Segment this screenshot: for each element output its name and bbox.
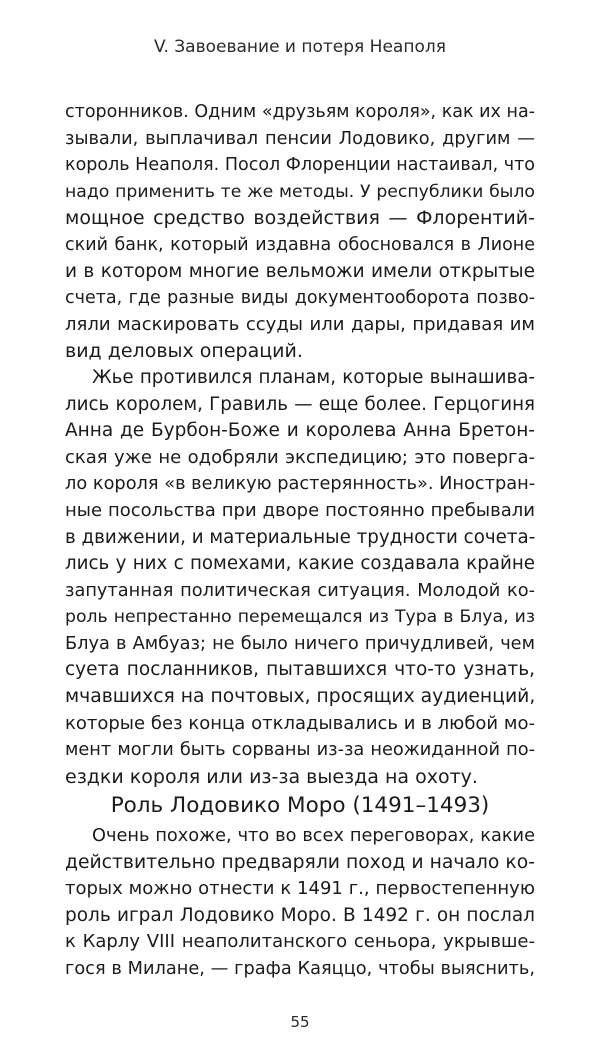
text-line: действительно предваряли поход и начало ко-	[65, 851, 535, 873]
paragraph	[65, 823, 535, 983]
text-line: гося в Милане, — графа Каяццо, чтобы выяснить,	[65, 958, 535, 979]
text-line: ская уже не одобряли экспедицию; это поверга-	[65, 446, 535, 468]
text-line: роль играл Лодовико Моро. В 1492 г. он послал	[65, 904, 535, 926]
text-line: мент могли быть сорваны из-за неожиданной по-	[65, 740, 535, 761]
text-line: роль непрестанно перемещался из Тура в Блуа, из	[65, 607, 535, 628]
text-line: зывали, выплачивал пенсии Лодовико, другим —	[65, 128, 535, 149]
text-line: и в котором многие вельможи имели открытые	[65, 260, 535, 282]
text-line: сторонников. Одним «друзьям короля», как их на-	[65, 102, 535, 122]
paragraph	[65, 365, 535, 791]
text-line: Жье противился планам, которые вынашива-	[92, 366, 535, 388]
text-line: Очень похоже, что во всех переговорах, какие	[92, 826, 535, 846]
text-line: надо применить те же методы. У республики было	[65, 181, 535, 202]
text-line: запутанная политическая ситуация. Молодой ко-	[65, 580, 535, 601]
paragraph	[65, 99, 535, 365]
text-line: лись у них с помехами, какие создавала крайне	[65, 553, 535, 575]
text-line: лись королем, Гравиль — еще более. Герцогиня	[65, 393, 535, 415]
text-line: ные посольства при дворе постоянно пребывали	[65, 499, 535, 521]
text-line: король Неаполя. Посол Флоренции настаивал, что	[65, 155, 535, 176]
running-header: V. Завоевание и потеря Неаполя	[154, 37, 446, 57]
text-line: в движении, и материальные трудности сочета-	[65, 526, 536, 548]
text-line: к Карлу VIII неаполитанского сеньора, укрывше-	[65, 931, 535, 953]
text-line: счета, где разные виды документооборота позво-	[65, 288, 535, 309]
text-line: ляли маскировать ссуды или дары, придавая им	[65, 313, 535, 335]
text-line: ский банк, который издавна обосновался в Лионе	[65, 234, 535, 255]
text-line: Анна де Бурбон-Боже и королева Анна Бретон-	[65, 420, 535, 442]
text-line: суета посланников, пытавшихся что-то узнать,	[65, 659, 535, 681]
text-line: мощное средство воздействия — Флорентий-	[65, 207, 535, 230]
text-line: вид деловых операций.	[65, 340, 303, 363]
text-line: ло короля «в великую растерянность». Иностран-	[65, 474, 536, 495]
main-text-block	[65, 99, 535, 790]
text-line: Блуа в Амбуаз; не было ничего причудливей, чем	[65, 633, 535, 654]
text-line: мчавшихся на почтовых, просящих аудиенций,	[65, 686, 536, 708]
text-line: торых можно отнести к 1491 г., первостепенную	[65, 878, 535, 900]
page-number: 55	[290, 1013, 310, 1031]
section-text-block	[65, 823, 535, 983]
text-line: ездки короля или из-за выезда на охоту.	[65, 765, 478, 788]
section-heading: Роль Лодовико Моро (1491–1493)	[110, 793, 490, 818]
text-line: которые без конца откладывались и в любой мо-	[65, 712, 535, 734]
